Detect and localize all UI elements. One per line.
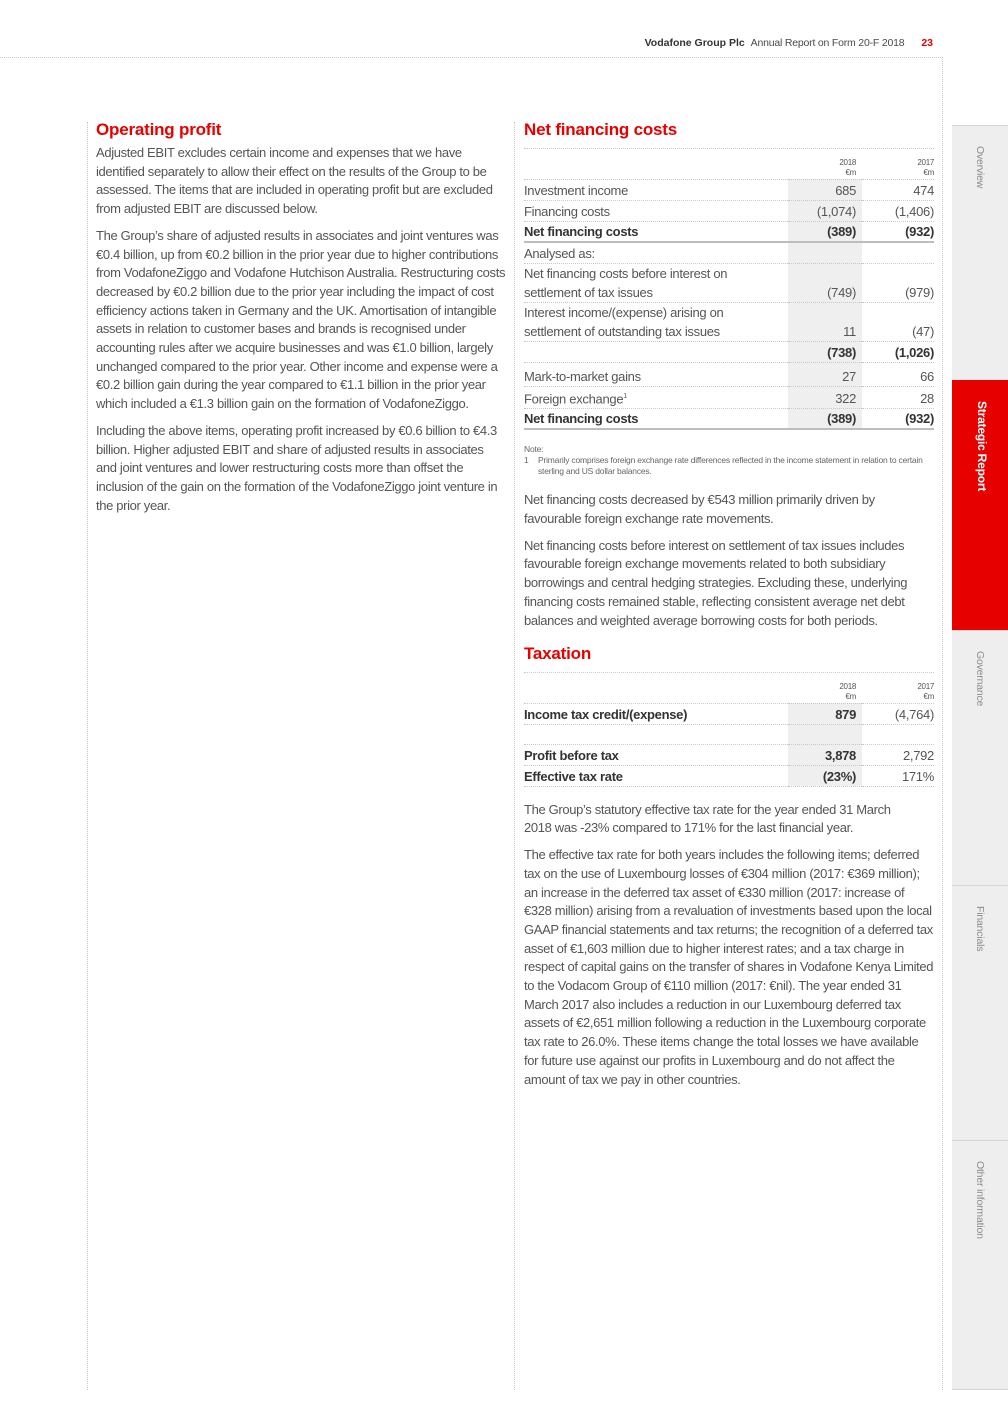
table-row: Financing costs (1,074) (1,406) [524,200,934,221]
header-document-title: Annual Report on Form 20-F 2018 [750,37,905,49]
table-row-total: Net financing costs (389) (932) [524,221,934,242]
tab-other-information[interactable]: Other information [952,1140,1008,1390]
column-header-2017: 2017 €m [862,149,934,179]
paragraph: The Group’s share of adjusted results in associates and joint ventures was €0.4 billion, up from €0.2 billion in the prior year due to higher contributions from VodafoneZiggo and Vodafone Hutchison Australia. Restructuring costs decreased by €0.2 billion due to the prior year including the impact of cost efficiency actions taken in Germany and the UK. Amortisation of intangible assets in relation to customer bases and brands is recognised under accounting rules after we acquire businesses and was €1.0 billion, largely unchanged compared to the prior year. Other income and expense were a €0.2 billion gain during the year compared to €1.1 billion in the prior year which included a €1.3 billion gain on the formation of VodafoneZiggo. [96,227,506,412]
tab-financials[interactable]: Financials [952,885,1008,1140]
header-rule [0,57,943,58]
table-header-row [524,149,934,179]
page-right-rule [942,57,943,1390]
paragraph: Net financing costs decreased by €543 million primarily driven by favourable foreign exchange rate movements. [524,492,875,527]
table-row: Mark-to-market gains 27 66 [524,362,934,386]
table-row: Profit before tax 3,878 2,792 [524,744,934,765]
paragraph: Including the above items, operating profit increased by €0.6 billion to €4.3 billion. Higher adjusted EBIT and share of adjusted results in associates and joint ventures and lower restructuring costs more than offset the inclusion of the gain on the formation of the VodafoneZiggo joint venture in the prior year. [96,422,498,513]
right-column [524,120,934,1097]
left-column-rule [87,122,88,1390]
right-column-rule [514,122,515,1390]
note-heading: Note: [524,444,544,455]
page-number: 23 [921,37,933,49]
table-spacer-row [524,724,934,744]
table-row: Income tax credit/(expense) 879 (4,764) [524,703,934,724]
table-row: Interest income/(expense) arising on settlement of outstanding tax issues 11 (47) [524,302,934,341]
section-title-taxation: Taxation [524,644,592,664]
footnote-marker: 1 [623,392,627,400]
header-company: Vodafone Group Plc [644,37,745,49]
paragraph: Adjusted EBIT excludes certain income and expenses that we have identified separately to allow their effect on the results of the Group to be assessed. The items that are included in operating profit but are excluded from adjusted EBIT are discussed below. [96,145,493,217]
table-row: Foreign exchange$^1$ 322 28 [524,386,934,408]
page-header [645,37,933,49]
footnote: 1 Primarily comprises foreign exchange rate differences reflected in the income statement in relation to certain sterling and US dollar balances. [524,455,923,477]
paragraph: The Group’s statutory effective tax rate for the year ended 31 March 2018 was -23% compared to 171% for the last financial year. [524,801,891,836]
column-header-2018: 2018 €m [788,673,862,703]
section-tabs [952,125,1008,1390]
tab-governance[interactable]: Governance [952,630,1008,885]
paragraph: The effective tax rate for both years includes the following items; deferred tax on the use of Luxembourg losses of €304 million (2017: €369 million); an increase in the deferred tax asset of €330 million (2017: increase of €328 million) arising from a revaluation of investments based upon the local GAAP financial statements and tax returns; the recognition of a deferred tax asset of €1,603 million due to higher interest rates; and a tax charge in respect of capital gains on the transfer of shares in Vodafone Kenya Limited to the Vodacom Group of €110 million (2017: €nil). The year ended 31 March 2017 also includes a reduction in our Luxembourg deferred tax assets of €2,651 million following a reduction in the Luxembourg corporate tax rate to 26.0%. These items change the total losses we have available for future use against our profits in Luxembourg and do not affect the amount of tax we pay in other countries. [524,847,934,1087]
table-note [524,444,934,477]
taxation-table [524,673,934,787]
paragraph: Net financing costs before interest on settlement of tax issues includes favourable foreign exchange movements related to both subsidiary borrowings and central hedging strategies. Excluding these, underlying financing costs remained stable, reflecting consistent average net debt balances and weighted average borrowing costs for both periods. [524,537,908,628]
column-header-2017: 2017 €m [862,673,934,703]
column-header-2018: 2018 €m [788,149,862,179]
net-financing-costs-section [524,120,934,630]
net-financing-costs-table [524,149,934,430]
table-row: Net financing costs before interest on settlement of tax issues (749) (979) [524,263,934,302]
table-row: Effective tax rate (23%) 171% [524,765,934,786]
taxation-section [524,644,934,1089]
section-title-net-financing-costs: Net financing costs [524,120,678,139]
tab-overview[interactable]: Overview [952,125,1008,380]
section-title-operating-profit: Operating profit [96,120,222,139]
operating-profit-section [96,120,506,523]
tab-strategic-report[interactable]: Strategic Report [952,380,1008,630]
table-header-row [524,673,934,703]
table-row: Analysed as: [524,242,934,263]
table-row-total: Net financing costs (389) (932) [524,408,934,429]
table-row-subtotal: (738) (1,026) [524,341,934,362]
table-row: Investment income 685 474 [524,179,934,200]
